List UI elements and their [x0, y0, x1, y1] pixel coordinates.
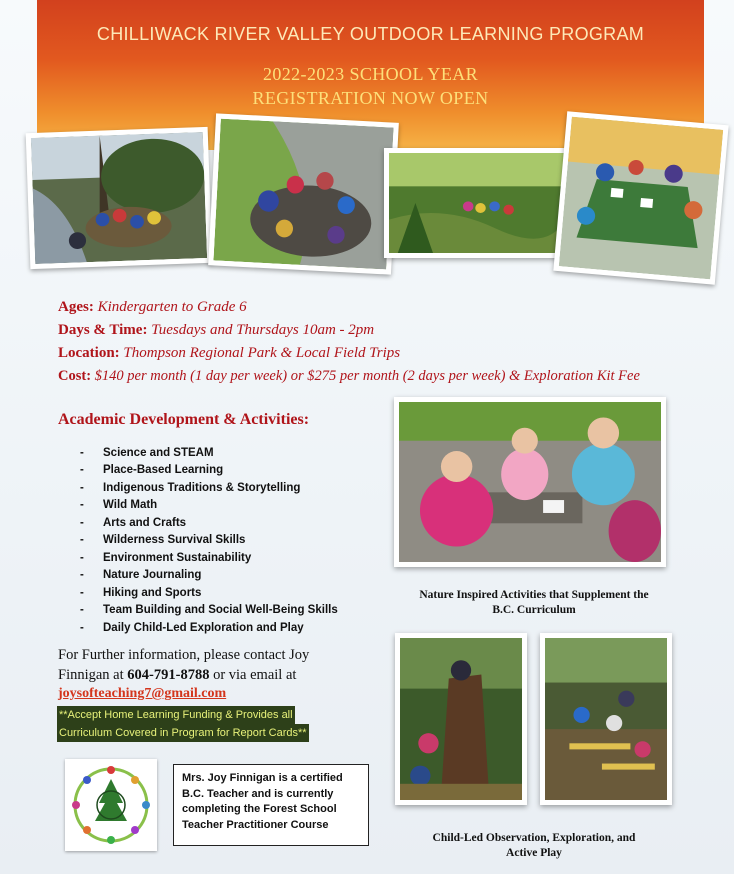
days-line — [58, 322, 374, 339]
bullet-dash: - — [80, 586, 84, 599]
cost-value: $140 per month (1 day per week) or $275 per month (2 days per week) & Exploration Kit Fee — [94, 368, 640, 384]
ages-line — [58, 299, 247, 316]
location-value: Thompson Regional Park & Local Field Trips — [123, 345, 401, 361]
contact-prefix: For Further information, please contact Joy Finnigan at — [58, 647, 310, 683]
activity-label: Arts and Crafts — [103, 516, 187, 529]
activity-item — [80, 619, 338, 637]
contact-suffix: or via email at — [209, 667, 297, 683]
nature-caption — [394, 588, 674, 618]
activity-label: Hiking and Sports — [103, 586, 202, 599]
activity-label: Daily Child-Led Exploration and Play — [103, 621, 304, 634]
bullet-dash: - — [80, 464, 84, 477]
teacher-bio: Mrs. Joy Finnigan is a certified B.C. Teacher and is currently completing the Forest School Teacher Practitioner Course — [173, 764, 369, 846]
photo-creek-group — [26, 127, 213, 269]
program-logo — [65, 759, 157, 851]
contact-phone: 604-791-8788 — [127, 667, 210, 683]
bullet-dash: - — [80, 621, 84, 634]
bullet-dash: - — [80, 481, 84, 494]
activity-label: Wild Math — [103, 499, 158, 512]
funding-line1: **Accept Home Learning Funding & Provides all — [57, 706, 295, 724]
activity-label: Team Building and Social Well-Being Skills — [103, 604, 338, 617]
activity-item — [80, 602, 338, 620]
activity-item — [80, 567, 338, 585]
location-line — [58, 345, 400, 362]
activity-item — [80, 549, 338, 567]
activity-label: Wilderness Survival Skills — [103, 534, 246, 547]
activity-item — [80, 514, 338, 532]
child-caption-line1: Child-Led Observation, Exploration, and — [432, 832, 636, 844]
activity-item — [80, 584, 338, 602]
cost-line — [58, 368, 640, 385]
activity-item — [80, 479, 338, 497]
photo-log-play — [540, 633, 672, 805]
photo-path-circle — [208, 113, 399, 274]
activity-item — [80, 444, 338, 462]
nature-caption-line1: Nature Inspired Activities that Supplement the — [419, 589, 649, 601]
cost-label: Cost: — [58, 368, 92, 384]
nature-caption-line2: B.C. Curriculum — [492, 604, 576, 616]
activity-label: Environment Sustainability — [103, 551, 252, 564]
activity-label: Place-Based Learning — [103, 464, 224, 477]
bullet-dash: - — [80, 569, 84, 582]
funding-line2: Curriculum Covered in Program for Report Cards** — [57, 724, 309, 742]
activities-heading: Academic Development & Activities: — [58, 411, 310, 428]
registration-notice: REGISTRATION NOW OPEN — [252, 88, 489, 108]
location-label: Location: — [58, 345, 120, 361]
activity-label: Nature Journaling — [103, 569, 202, 582]
email-link[interactable]: joysofteaching7@gmail.com — [58, 686, 227, 701]
days-label: Days & Time: — [58, 322, 148, 338]
activity-label: Indigenous Traditions & Storytelling — [103, 481, 301, 494]
activities-list — [80, 444, 338, 637]
ages-value: Kindergarten to Grade 6 — [97, 299, 247, 315]
child-caption-line2: Active Play — [506, 847, 562, 859]
photo-picnic-table — [553, 111, 728, 285]
ages-label: Ages: — [58, 299, 94, 315]
days-value: Tuesdays and Thursdays 10am - 2pm — [151, 322, 375, 338]
activity-item — [80, 497, 338, 515]
school-year: 2022-2023 SCHOOL YEAR — [262, 64, 479, 84]
child-led-caption — [394, 831, 674, 861]
bullet-dash: - — [80, 516, 84, 529]
activity-item — [80, 532, 338, 550]
bullet-dash: - — [80, 551, 84, 564]
bullet-dash: - — [80, 499, 84, 512]
program-title: CHILLIWACK RIVER VALLEY OUTDOOR LEARNING PROGRAM — [96, 24, 645, 44]
contact-info — [58, 645, 358, 685]
bullet-dash: - — [80, 446, 84, 459]
funding-note — [57, 706, 309, 742]
bullet-dash: - — [80, 604, 84, 617]
activity-item — [80, 462, 338, 480]
bullet-dash: - — [80, 534, 84, 547]
photo-forest-clearing — [384, 148, 570, 258]
activity-label: Science and STEAM — [103, 446, 214, 459]
photo-tree-stump — [395, 633, 527, 805]
photo-gravel-kids — [394, 397, 666, 567]
